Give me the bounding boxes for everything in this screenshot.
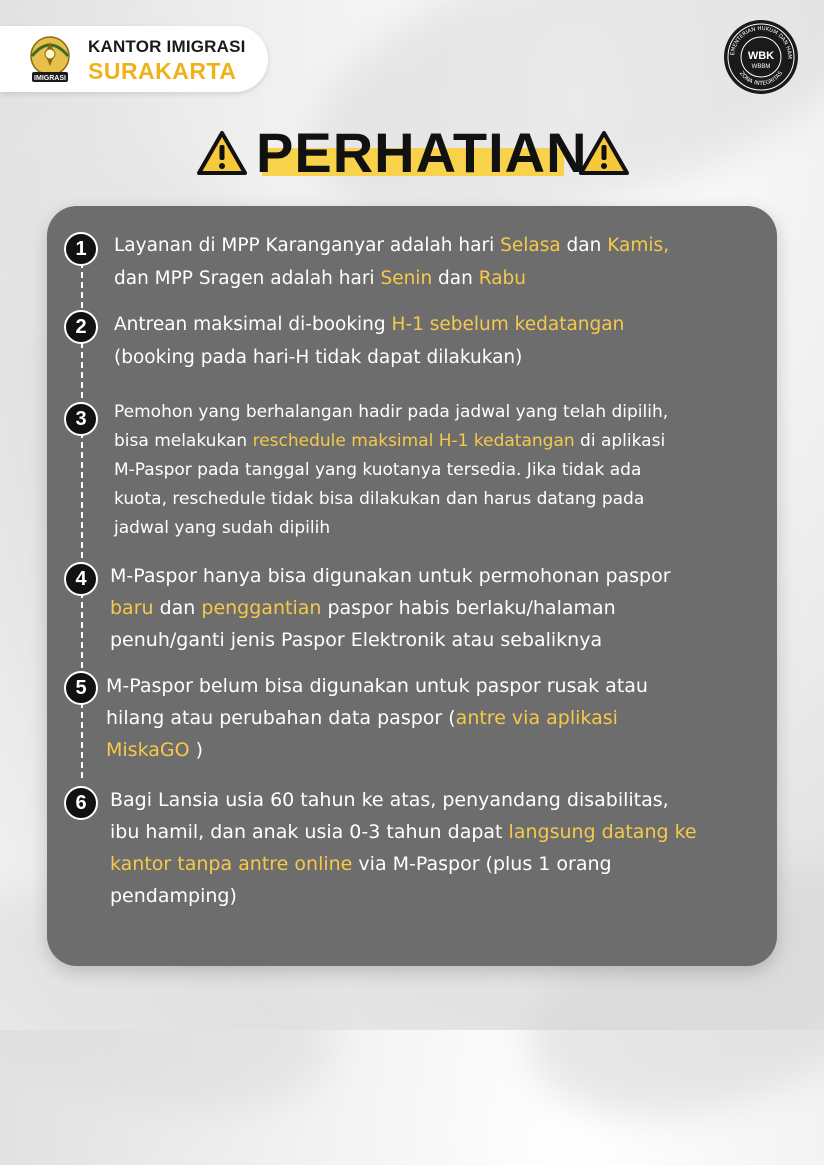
item-number-2: 2 <box>64 310 98 344</box>
svg-text:ZONA INTEGRITAS: ZONA INTEGRITAS <box>737 70 785 88</box>
body-text: ibu hamil, dan anak usia 0-3 tahun dapat <box>110 821 509 843</box>
notice-line <box>110 592 671 624</box>
notice-item-6 <box>110 784 697 912</box>
office-name-line1: KANTOR IMIGRASI <box>88 37 246 56</box>
item-number-1: 1 <box>64 232 98 266</box>
body-text: kuota, reschedule tidak bisa dilakukan dan harus datang pada <box>114 489 645 509</box>
title-row <box>0 118 824 188</box>
notice-line <box>114 398 668 427</box>
notice-line <box>110 560 671 592</box>
notice-line <box>114 229 669 262</box>
item-number-6: 6 <box>64 786 98 820</box>
item-number-5: 5 <box>64 671 98 705</box>
office-brand <box>0 26 268 92</box>
notice-line <box>110 816 697 848</box>
notice-line <box>114 514 668 543</box>
highlight-text: kantor tanpa antre online <box>110 853 353 875</box>
notice-line <box>114 427 668 456</box>
notice-line <box>106 702 648 734</box>
body-text: M-Paspor pada tanggal yang kuotanya tersedia. Jika tidak ada <box>114 460 642 480</box>
body-text: M-Paspor belum bisa digunakan untuk paspor rusak atau <box>106 675 648 697</box>
warning-icon <box>196 130 248 176</box>
notice-line <box>114 485 668 514</box>
highlight-text: MiskaGO <box>106 739 190 761</box>
highlight-text: reschedule maksimal H-1 kedatangan <box>252 431 575 451</box>
notice-line <box>110 784 697 816</box>
warning-icon <box>578 130 630 176</box>
svg-text:IMIGRASI: IMIGRASI <box>34 75 66 82</box>
notice-line <box>114 308 624 341</box>
body-text: penuh/ganti jenis Paspor Elektronik atau sebaliknya <box>110 629 603 651</box>
office-name-line2: SURAKARTA <box>88 58 237 84</box>
highlight-text: H-1 sebelum kedatangan <box>391 314 625 335</box>
highlight-text: Kamis, <box>607 235 670 256</box>
highlight-text: Senin <box>380 268 433 289</box>
imigrasi-emblem-icon <box>22 32 78 86</box>
highlight-text: langsung datang ke <box>508 821 697 843</box>
page-title: PERHATIAN <box>256 121 588 184</box>
body-text: (booking pada hari-H tidak dapat dilakukan) <box>114 347 523 368</box>
body-text: dan <box>153 597 202 619</box>
notice-line <box>110 880 697 912</box>
notice-line <box>114 262 669 295</box>
svg-text:WBK: WBK <box>747 50 775 62</box>
body-text: Antrean maksimal di-booking <box>114 314 392 335</box>
body-text: dan MPP Sragen adalah hari <box>114 268 381 289</box>
notice-item-4 <box>110 560 671 656</box>
body-text: Layanan di MPP Karanganyar adalah hari <box>114 235 501 256</box>
body-text: pendamping) <box>110 885 237 907</box>
body-text: hilang atau perubahan data paspor ( <box>106 707 456 729</box>
notice-item-3 <box>114 398 668 543</box>
body-text: paspor habis berlaku/halaman <box>321 597 616 619</box>
notice-item-5 <box>106 670 648 766</box>
notice-line <box>114 341 624 374</box>
body-text: via M-Paspor (plus 1 orang <box>352 853 612 875</box>
body-text: jadwal yang sudah dipilih <box>114 518 331 538</box>
item-number-4: 4 <box>64 562 98 596</box>
notice-line <box>114 456 668 485</box>
notice-line <box>110 848 697 880</box>
notice-line <box>106 670 648 702</box>
body-text: di aplikasi <box>574 431 666 451</box>
wbk-zona-integritas-badge-icon <box>722 18 800 96</box>
svg-text:WBBM: WBBM <box>751 64 771 70</box>
highlight-text: baru <box>110 597 154 619</box>
body-text: Bagi Lansia usia 60 tahun ke atas, penyandang disabilitas, <box>110 789 669 811</box>
highlight-text: penggantian <box>201 597 322 619</box>
body-text: dan <box>560 235 608 256</box>
body-text: ) <box>189 739 204 761</box>
notice-item-2 <box>114 308 624 374</box>
item-number-3: 3 <box>64 402 98 436</box>
body-text: M-Paspor hanya bisa digunakan untuk permohonan paspor <box>110 565 671 587</box>
notice-line <box>106 734 648 766</box>
svg-text:KEMENTERIAN HUKUM DAN HAM: EMENTERIAN HUKUM DAN HAM <box>730 25 793 59</box>
highlight-text: antre via aplikasi <box>455 707 618 729</box>
highlight-text: Selasa <box>500 235 561 256</box>
body-text: bisa melakukan <box>114 431 253 451</box>
body-text: dan <box>432 268 479 289</box>
body-text: Pemohon yang berhalangan hadir pada jadwal yang telah dipilih, <box>114 402 669 422</box>
notice-line <box>110 624 671 656</box>
notice-item-1 <box>114 229 669 295</box>
highlight-text: Rabu <box>478 268 527 289</box>
